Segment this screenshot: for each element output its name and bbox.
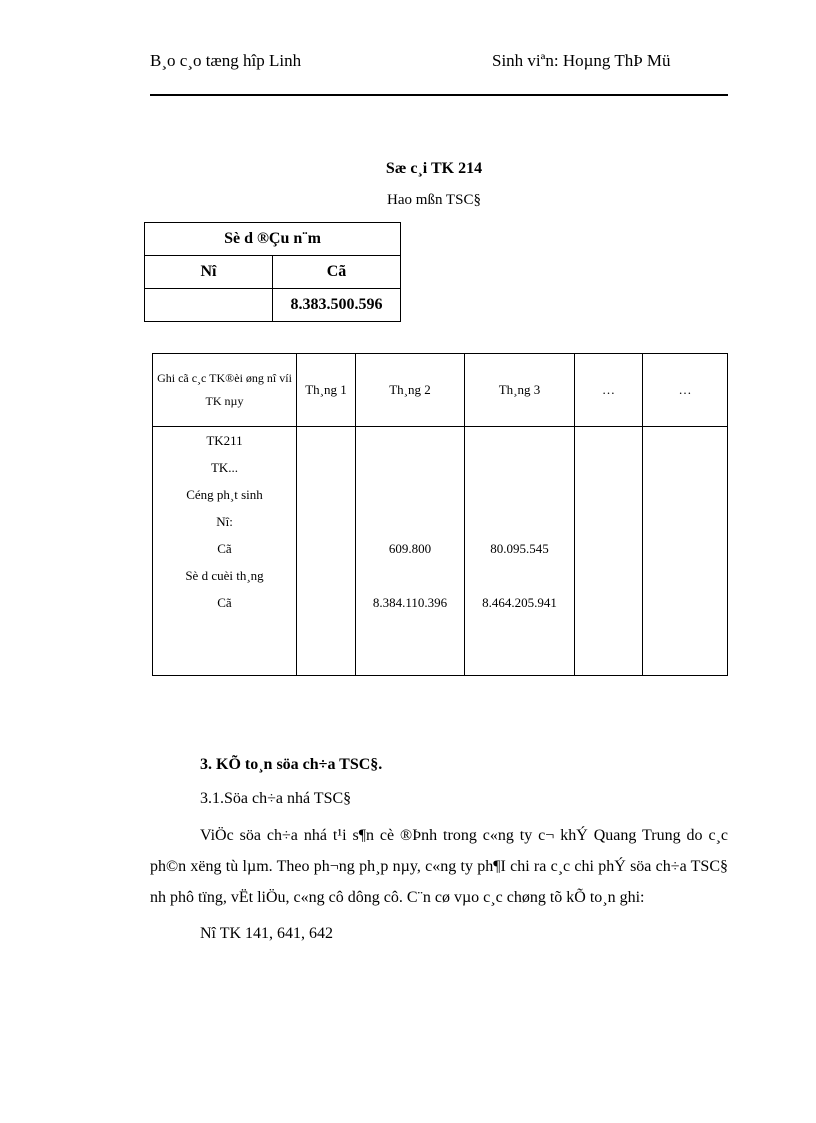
- ledger-header-month1: Th¸ng 1: [297, 354, 356, 427]
- row-label: TK...: [210, 460, 239, 475]
- month3-value: [465, 456, 574, 483]
- ledger-header-month3: Th¸ng 3: [465, 354, 575, 427]
- opening-balance-table: [144, 222, 401, 322]
- body-section: [150, 750, 728, 949]
- row-label: Sè d cuèi th¸ng: [185, 568, 264, 583]
- row-label: Cã: [217, 541, 232, 556]
- credit-column-header: Cã: [273, 256, 401, 289]
- month3-value: [465, 510, 574, 537]
- month3-value: [465, 483, 574, 510]
- ledger-month3-cell: [465, 427, 575, 676]
- month1-value: [297, 456, 355, 483]
- month2-closing-balance: 8.384.110.396: [372, 595, 448, 610]
- month3-value: [465, 429, 574, 456]
- ledger-month2-cell: [356, 427, 465, 676]
- month2-value: [356, 429, 464, 456]
- opening-credit-value: 8.383.500.596: [273, 289, 401, 322]
- ledger-table: [152, 353, 728, 676]
- ledger-header-more2: …: [643, 354, 728, 427]
- month1-value: [297, 591, 355, 618]
- ledger-account-cell: [153, 427, 297, 676]
- row-label: Céng ph¸t sinh: [186, 487, 263, 502]
- month3-credit-value: 80.095.545: [490, 541, 549, 556]
- month1-value: [297, 564, 355, 591]
- header-report-title: B¸o c¸o tæng hîp Linh: [150, 51, 302, 70]
- month3-value: [465, 564, 574, 591]
- month1-value: [297, 510, 355, 537]
- month2-credit-value: 609.800: [388, 541, 432, 556]
- month2-value: [356, 456, 464, 483]
- ledger-header-month2: Th¸ng 2: [356, 354, 465, 427]
- opening-balance-heading: Sè d ®Çu n¨m: [145, 223, 401, 256]
- opening-debit-value: [145, 289, 273, 322]
- ledger-more2-cell: [643, 427, 728, 676]
- month3-closing-balance: 8.464.205.941: [482, 595, 557, 610]
- month1-value: [297, 429, 355, 456]
- month1-value: [297, 483, 355, 510]
- ledger-header-account: Ghi cã c¸c TK®èi øng nî víi TK nµy: [153, 354, 297, 427]
- month2-value: [356, 483, 464, 510]
- ledger-header-more1: …: [575, 354, 643, 427]
- section-heading-3-1: 3.1.Söa ch÷a nhá TSC§: [200, 790, 352, 807]
- ledger-subtitle: Hao mßn TSC§: [387, 192, 481, 208]
- row-label: TK211: [206, 433, 243, 448]
- body-paragraph: ViÖc söa ch÷a nhá t¹i s¶n cè ®Þnh trong c«ng ty c¬ khÝ Quang Trung do c¸c ph©n xëng tù lµm. Theo ph¬ng ph¸p nµy, c«ng ty ph¶I chi ra c¸c chi phÝ söa ch÷a TSC§ nh phô tïng, vËt liÖu, c«ng cô dông cô. C¨n cø vµo c¸c chøng tõ kÕ to¸n ghi:: [150, 827, 728, 906]
- month1-value: [297, 537, 355, 564]
- ledger-more1-cell: [575, 427, 643, 676]
- ledger-body-row: [153, 427, 728, 676]
- ledger-month1-cell: [297, 427, 356, 676]
- header-student-name: Sinh viªn: Hoµng ThÞ Mü: [492, 51, 671, 70]
- section-heading-3: 3. KÕ to¸n söa ch÷a TSC§.: [200, 756, 383, 773]
- debit-column-header: Nî: [145, 256, 273, 289]
- ledger-title: Sæ c¸i TK 214: [385, 160, 483, 177]
- month2-value: [356, 510, 464, 537]
- month2-value: [356, 564, 464, 591]
- ledger-header-row: [153, 354, 728, 427]
- row-label: Nî:: [216, 514, 233, 529]
- journal-entry-line: Nî TK 141, 641, 642: [200, 925, 334, 942]
- page-header: [150, 50, 728, 96]
- row-label: Cã: [217, 595, 232, 610]
